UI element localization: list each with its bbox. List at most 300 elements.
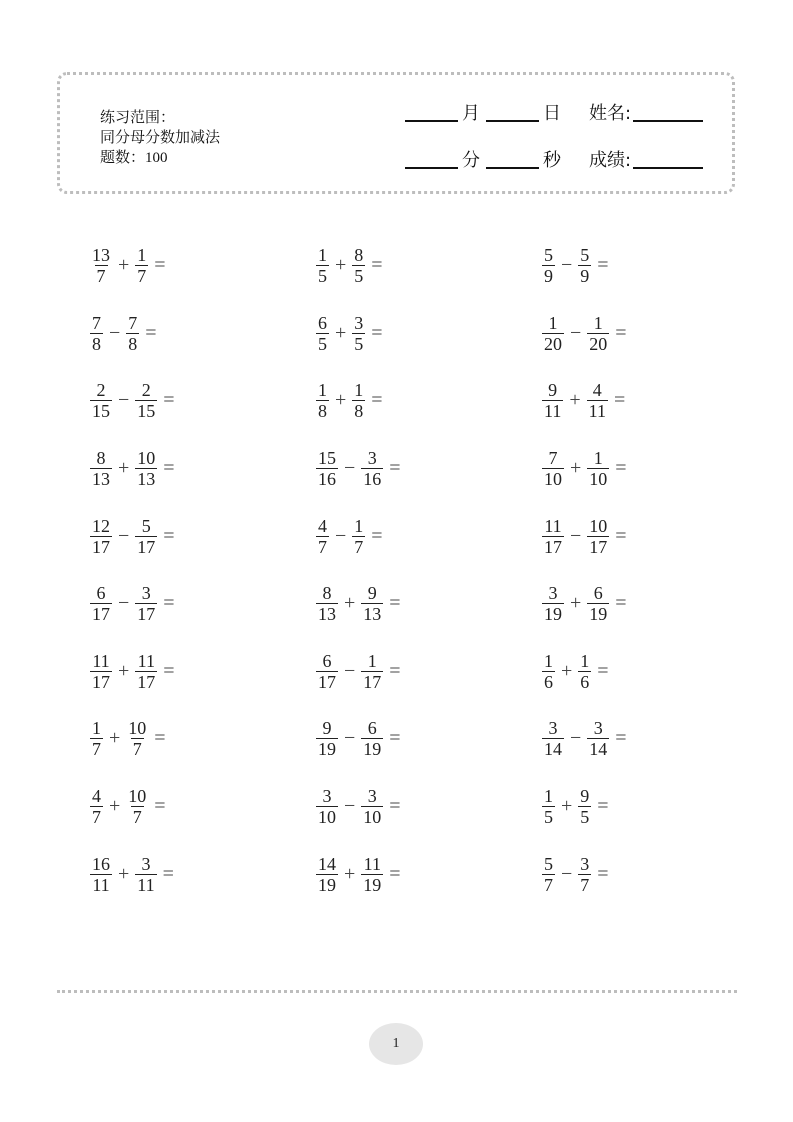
denominator: 19 bbox=[589, 604, 608, 625]
fraction-b bbox=[135, 854, 156, 895]
equals-sign: = bbox=[154, 795, 166, 818]
numerator: 11 bbox=[363, 853, 381, 874]
equals-sign: = bbox=[615, 592, 627, 615]
fraction-b bbox=[135, 380, 157, 421]
denominator: 17 bbox=[137, 536, 156, 557]
fraction-a bbox=[542, 583, 564, 624]
equals-sign: = bbox=[615, 457, 627, 480]
numerator: 5 bbox=[544, 853, 553, 874]
denominator: 19 bbox=[363, 739, 382, 760]
fraction-b bbox=[126, 313, 139, 354]
denominator: 10 bbox=[544, 469, 562, 490]
problem-item bbox=[88, 705, 314, 773]
numerator: 11 bbox=[92, 650, 110, 671]
problem-item bbox=[540, 705, 766, 773]
numerator: 11 bbox=[544, 515, 562, 536]
operator: − bbox=[344, 457, 356, 480]
problem-item bbox=[540, 840, 766, 908]
denominator: 17 bbox=[363, 671, 382, 692]
denominator: 19 bbox=[318, 874, 336, 895]
numerator: 1 bbox=[593, 448, 603, 469]
operator: + bbox=[561, 659, 573, 682]
date-name-row bbox=[405, 99, 703, 125]
equals-sign: = bbox=[597, 862, 609, 885]
numerator: 9 bbox=[580, 786, 590, 807]
numerator: 8 bbox=[96, 448, 106, 469]
fraction-b bbox=[587, 583, 609, 624]
fraction-b bbox=[587, 313, 609, 354]
fraction-a bbox=[316, 516, 329, 557]
fraction-a bbox=[316, 651, 338, 692]
operator: + bbox=[570, 457, 582, 480]
problem-row bbox=[88, 705, 768, 773]
denominator: 8 bbox=[128, 333, 138, 354]
problem-item bbox=[314, 435, 540, 503]
fraction-b bbox=[578, 651, 591, 692]
numerator: 12 bbox=[92, 515, 110, 536]
problem-row bbox=[88, 232, 768, 300]
operator: + bbox=[335, 254, 347, 277]
denominator: 7 bbox=[137, 266, 147, 287]
fraction-b bbox=[135, 583, 157, 624]
problem-item bbox=[88, 232, 314, 300]
fraction-a bbox=[316, 583, 338, 624]
numerator: 7 bbox=[92, 312, 101, 333]
equals-sign: = bbox=[615, 321, 627, 344]
problem-grid bbox=[88, 232, 768, 908]
operator: − bbox=[344, 727, 356, 750]
denominator: 17 bbox=[318, 671, 336, 692]
denominator: 8 bbox=[318, 401, 327, 422]
denominator: 5 bbox=[318, 333, 327, 354]
operator: + bbox=[335, 389, 347, 412]
fraction-a bbox=[90, 245, 112, 286]
fraction-b bbox=[135, 245, 148, 286]
problem-item bbox=[540, 638, 766, 706]
denominator: 6 bbox=[544, 671, 553, 692]
numerator: 1 bbox=[137, 245, 147, 266]
page-number: 1 bbox=[392, 1036, 400, 1051]
numerator: 15 bbox=[318, 448, 336, 469]
numerator: 4 bbox=[318, 515, 327, 536]
name-label: 姓名: bbox=[589, 103, 632, 124]
problem-item bbox=[88, 570, 314, 638]
operator: + bbox=[570, 592, 582, 615]
numerator: 6 bbox=[96, 583, 106, 604]
denominator: 11 bbox=[588, 401, 606, 422]
student-fields bbox=[405, 99, 703, 193]
problem-row bbox=[88, 773, 768, 841]
problem-row bbox=[88, 435, 768, 503]
score-blank[interactable] bbox=[633, 167, 703, 169]
numerator: 1 bbox=[354, 380, 364, 401]
range-label: 练习范围： bbox=[100, 108, 176, 126]
denominator: 19 bbox=[544, 604, 562, 625]
problem-row bbox=[88, 502, 768, 570]
fraction-b bbox=[361, 786, 383, 827]
denominator: 17 bbox=[137, 604, 156, 625]
equals-sign: = bbox=[163, 457, 175, 480]
numerator: 4 bbox=[592, 380, 602, 401]
numerator: 8 bbox=[354, 245, 364, 266]
equals-sign: = bbox=[615, 524, 627, 547]
numerator: 1 bbox=[548, 312, 558, 333]
denominator: 16 bbox=[318, 469, 336, 490]
equals-sign: = bbox=[389, 457, 401, 480]
problem-item bbox=[314, 840, 540, 908]
operator: + bbox=[569, 389, 581, 412]
problem-item bbox=[88, 300, 314, 368]
operator: − bbox=[561, 862, 573, 885]
fraction-b bbox=[587, 448, 609, 489]
equals-sign: = bbox=[389, 727, 401, 750]
problem-item bbox=[314, 502, 540, 570]
numerator: 7 bbox=[128, 312, 138, 333]
day-blank[interactable] bbox=[486, 120, 539, 122]
problem-row bbox=[88, 300, 768, 368]
problem-row bbox=[88, 367, 768, 435]
operator: + bbox=[344, 592, 356, 615]
minute-blank[interactable] bbox=[405, 167, 458, 169]
denominator: 9 bbox=[544, 266, 553, 287]
numerator: 5 bbox=[580, 245, 590, 266]
denominator: 8 bbox=[354, 401, 364, 422]
problem-item bbox=[314, 232, 540, 300]
fraction-b bbox=[361, 854, 383, 895]
numerator: 9 bbox=[322, 718, 332, 739]
fraction-a bbox=[316, 854, 338, 895]
operator: + bbox=[118, 254, 130, 277]
problem-item bbox=[540, 232, 766, 300]
month-label: 月 bbox=[462, 103, 480, 124]
numerator: 10 bbox=[137, 448, 156, 469]
fraction-a bbox=[90, 718, 103, 759]
fraction-b bbox=[361, 651, 383, 692]
numerator: 5 bbox=[141, 515, 151, 536]
denominator: 7 bbox=[92, 739, 101, 760]
operator: − bbox=[344, 795, 356, 818]
fraction-a bbox=[316, 718, 338, 759]
denominator: 17 bbox=[92, 604, 110, 625]
numerator: 3 bbox=[367, 448, 377, 469]
numerator: 3 bbox=[593, 718, 603, 739]
equals-sign: = bbox=[154, 727, 166, 750]
problem-item bbox=[314, 570, 540, 638]
equals-sign: = bbox=[389, 795, 401, 818]
operator: + bbox=[109, 727, 121, 750]
numerator: 6 bbox=[593, 583, 603, 604]
equals-sign: = bbox=[597, 795, 609, 818]
numerator: 10 bbox=[589, 515, 608, 536]
range-value: 同分母分数加减法 bbox=[100, 128, 221, 146]
equals-sign: = bbox=[145, 321, 157, 344]
fraction-a bbox=[542, 313, 564, 354]
equals-sign: = bbox=[162, 862, 174, 885]
operator: + bbox=[344, 862, 356, 885]
page-number-badge bbox=[369, 1023, 423, 1065]
operator: − bbox=[570, 321, 582, 344]
denominator: 8 bbox=[92, 333, 101, 354]
numerator: 3 bbox=[322, 786, 332, 807]
numerator: 13 bbox=[92, 245, 110, 266]
fraction-b bbox=[578, 786, 591, 827]
operator: − bbox=[118, 524, 130, 547]
footer-divider bbox=[57, 990, 737, 993]
score-label: 成绩: bbox=[589, 150, 632, 171]
problem-item bbox=[540, 300, 766, 368]
problem-count bbox=[100, 147, 220, 168]
problem-row bbox=[88, 638, 768, 706]
problem-item bbox=[88, 638, 314, 706]
denominator: 17 bbox=[92, 671, 110, 692]
minute-label: 分 bbox=[462, 150, 480, 171]
numerator: 3 bbox=[367, 786, 377, 807]
fraction-b bbox=[361, 583, 383, 624]
numerator: 1 bbox=[580, 650, 590, 671]
equals-sign: = bbox=[613, 389, 626, 412]
numerator: 3 bbox=[354, 312, 364, 333]
fraction-a bbox=[90, 516, 112, 557]
denominator: 5 bbox=[354, 266, 364, 287]
numerator: 2 bbox=[96, 380, 106, 401]
fraction-a bbox=[90, 583, 112, 624]
numerator: 1 bbox=[367, 650, 377, 671]
problem-item bbox=[88, 367, 314, 435]
equals-sign: = bbox=[371, 389, 383, 412]
equals-sign: = bbox=[615, 727, 627, 750]
denominator: 19 bbox=[318, 739, 336, 760]
fraction-a bbox=[542, 245, 555, 286]
fraction-b bbox=[126, 786, 148, 827]
numerator: 9 bbox=[548, 380, 558, 401]
operator: − bbox=[335, 524, 347, 547]
numerator: 16 bbox=[92, 853, 110, 874]
fraction-a bbox=[316, 448, 338, 489]
denominator: 5 bbox=[580, 807, 590, 828]
denominator: 20 bbox=[544, 333, 562, 354]
denominator: 7 bbox=[580, 874, 590, 895]
equals-sign: = bbox=[371, 254, 383, 277]
operator: − bbox=[570, 524, 582, 547]
problem-item bbox=[88, 773, 314, 841]
denominator: 17 bbox=[544, 536, 562, 557]
fraction-b bbox=[126, 718, 148, 759]
fraction-a bbox=[542, 718, 564, 759]
equals-sign: = bbox=[163, 592, 175, 615]
fraction-b bbox=[587, 380, 608, 421]
denominator: 5 bbox=[318, 266, 327, 287]
numerator: 8 bbox=[322, 583, 332, 604]
fraction-a bbox=[316, 245, 329, 286]
equals-sign: = bbox=[371, 524, 383, 547]
fraction-a bbox=[542, 448, 564, 489]
problem-item bbox=[540, 367, 766, 435]
operator: + bbox=[561, 795, 573, 818]
equals-sign: = bbox=[371, 321, 383, 344]
numerator: 5 bbox=[544, 245, 553, 266]
problem-item bbox=[88, 435, 314, 503]
denominator: 19 bbox=[363, 874, 382, 895]
fraction-b bbox=[578, 854, 591, 895]
second-blank[interactable] bbox=[486, 167, 539, 169]
denominator: 13 bbox=[92, 469, 110, 490]
count-label: 题数： bbox=[100, 148, 146, 166]
numerator: 1 bbox=[92, 718, 101, 739]
denominator: 5 bbox=[354, 333, 364, 354]
problem-row bbox=[88, 840, 768, 908]
numerator: 7 bbox=[548, 448, 558, 469]
numerator: 3 bbox=[141, 853, 151, 874]
numerator: 2 bbox=[141, 380, 151, 401]
numerator: 14 bbox=[318, 853, 336, 874]
equals-sign: = bbox=[597, 659, 609, 682]
month-blank[interactable] bbox=[405, 120, 458, 122]
problem-item bbox=[88, 840, 314, 908]
numerator: 1 bbox=[354, 515, 364, 536]
denominator: 13 bbox=[137, 469, 156, 490]
count-value: 100 bbox=[145, 150, 168, 166]
numerator: 3 bbox=[548, 718, 558, 739]
fraction-a bbox=[90, 651, 112, 692]
fraction-a bbox=[542, 516, 564, 557]
equals-sign: = bbox=[389, 592, 401, 615]
operator: − bbox=[118, 389, 130, 412]
numerator: 6 bbox=[367, 718, 377, 739]
fraction-b bbox=[135, 448, 157, 489]
fraction-a bbox=[90, 854, 112, 895]
operator: − bbox=[109, 321, 121, 344]
name-blank[interactable] bbox=[633, 120, 703, 122]
denominator: 7 bbox=[544, 874, 553, 895]
denominator: 10 bbox=[318, 807, 336, 828]
numerator: 1 bbox=[544, 786, 553, 807]
denominator: 14 bbox=[544, 739, 562, 760]
denominator: 13 bbox=[363, 604, 382, 625]
numerator: 1 bbox=[544, 650, 553, 671]
denominator: 7 bbox=[132, 807, 142, 828]
numerator: 3 bbox=[141, 583, 151, 604]
equals-sign: = bbox=[163, 524, 175, 547]
numerator: 1 bbox=[318, 245, 327, 266]
problem-item bbox=[314, 705, 540, 773]
numerator: 1 bbox=[593, 312, 603, 333]
problem-item bbox=[540, 435, 766, 503]
fraction-b bbox=[352, 245, 365, 286]
denominator: 15 bbox=[92, 401, 110, 422]
fraction-b bbox=[352, 380, 365, 421]
denominator: 14 bbox=[589, 739, 608, 760]
problem-item bbox=[540, 773, 766, 841]
operator: + bbox=[109, 795, 121, 818]
fraction-b bbox=[587, 516, 609, 557]
denominator: 7 bbox=[318, 536, 327, 557]
numerator: 10 bbox=[128, 718, 147, 739]
problem-item bbox=[314, 773, 540, 841]
denominator: 7 bbox=[354, 536, 364, 557]
numerator: 10 bbox=[128, 786, 147, 807]
fraction-a bbox=[316, 380, 329, 421]
denominator: 15 bbox=[137, 401, 156, 422]
equals-sign: = bbox=[389, 659, 401, 682]
time-score-row bbox=[405, 146, 703, 172]
denominator: 17 bbox=[92, 536, 110, 557]
day-label: 日 bbox=[543, 103, 561, 124]
second-label: 秒 bbox=[543, 150, 561, 171]
equals-sign: = bbox=[389, 862, 401, 885]
fraction-b bbox=[352, 313, 365, 354]
fraction-a bbox=[316, 313, 329, 354]
denominator: 7 bbox=[92, 807, 101, 828]
fraction-a bbox=[90, 448, 112, 489]
denominator: 11 bbox=[544, 401, 562, 422]
denominator: 9 bbox=[580, 266, 590, 287]
worksheet-info bbox=[100, 107, 220, 168]
operator: + bbox=[118, 659, 130, 682]
numerator: 4 bbox=[92, 786, 101, 807]
equals-sign: = bbox=[163, 389, 175, 412]
fraction-a bbox=[542, 854, 555, 895]
numerator: 6 bbox=[318, 312, 327, 333]
operator: + bbox=[118, 457, 130, 480]
denominator: 20 bbox=[589, 333, 608, 354]
numerator: 3 bbox=[548, 583, 558, 604]
problem-item bbox=[314, 367, 540, 435]
denominator: 6 bbox=[580, 671, 590, 692]
fraction-b bbox=[578, 245, 591, 286]
denominator: 10 bbox=[363, 807, 382, 828]
fraction-b bbox=[361, 448, 383, 489]
fraction-a bbox=[90, 380, 112, 421]
denominator: 7 bbox=[96, 266, 106, 287]
fraction-b bbox=[587, 718, 609, 759]
denominator: 11 bbox=[92, 874, 110, 895]
fraction-a bbox=[542, 651, 555, 692]
fraction-b bbox=[135, 651, 157, 692]
operator: − bbox=[570, 727, 582, 750]
fraction-a bbox=[90, 786, 103, 827]
fraction-a bbox=[542, 786, 555, 827]
denominator: 17 bbox=[137, 671, 156, 692]
denominator: 7 bbox=[132, 739, 142, 760]
operator: − bbox=[561, 254, 573, 277]
numerator: 9 bbox=[367, 583, 377, 604]
denominator: 10 bbox=[589, 469, 608, 490]
equals-sign: = bbox=[597, 254, 609, 277]
denominator: 17 bbox=[589, 536, 608, 557]
numerator: 3 bbox=[580, 853, 590, 874]
fraction-b bbox=[361, 718, 383, 759]
problem-item bbox=[540, 570, 766, 638]
equals-sign: = bbox=[154, 254, 166, 277]
fraction-b bbox=[352, 516, 365, 557]
fraction-a bbox=[90, 313, 103, 354]
problem-item bbox=[540, 502, 766, 570]
operator: − bbox=[118, 592, 130, 615]
numerator: 11 bbox=[137, 650, 155, 671]
operator: + bbox=[118, 862, 130, 885]
equals-sign: = bbox=[163, 659, 175, 682]
denominator: 13 bbox=[318, 604, 336, 625]
numerator: 6 bbox=[322, 650, 332, 671]
fraction-b bbox=[135, 516, 157, 557]
fraction-a bbox=[316, 786, 338, 827]
problem-item bbox=[314, 638, 540, 706]
numerator: 1 bbox=[318, 380, 327, 401]
denominator: 5 bbox=[544, 807, 553, 828]
problem-item bbox=[88, 502, 314, 570]
denominator: 16 bbox=[363, 469, 382, 490]
problem-item bbox=[314, 300, 540, 368]
